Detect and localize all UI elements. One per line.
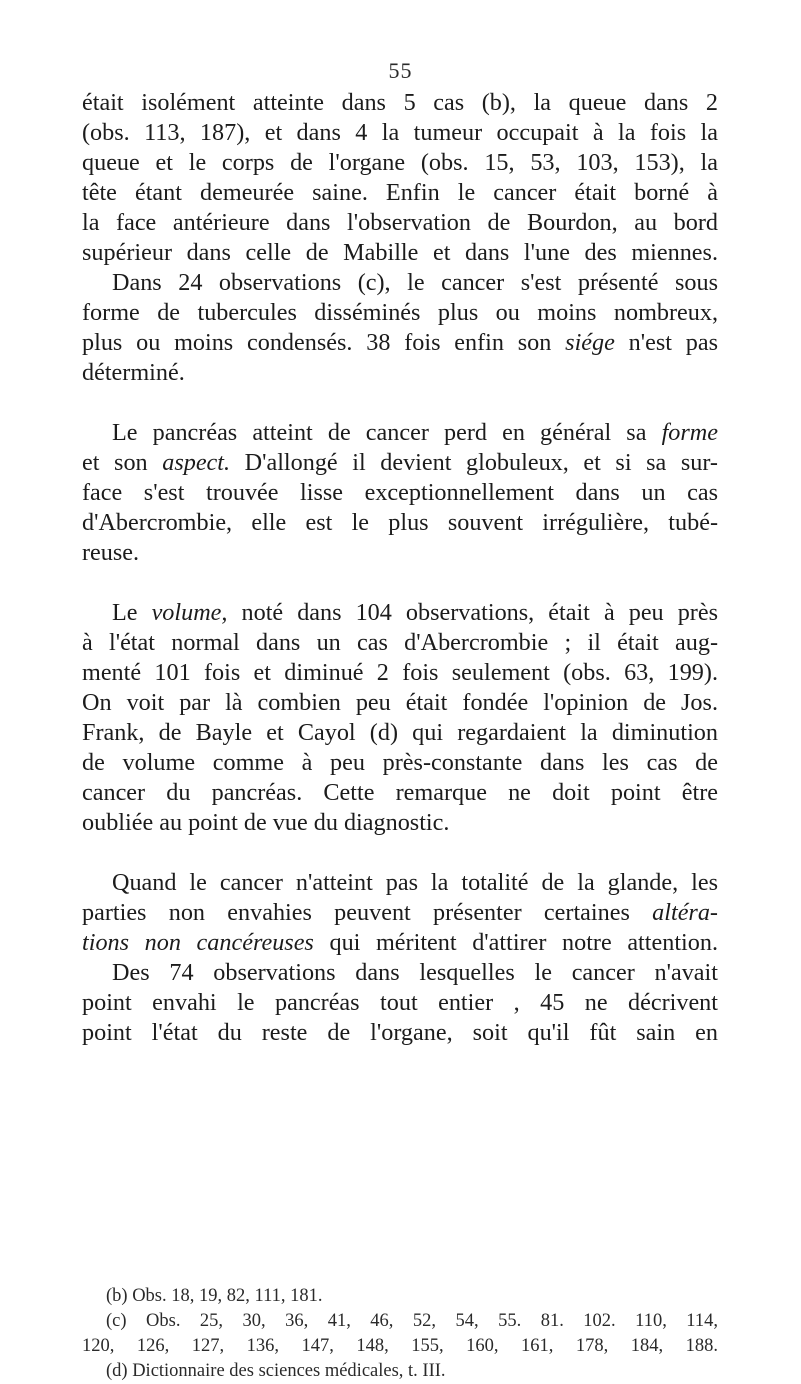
text-line: Quand le cancer n'atteint pas la totalité de la glande, les bbox=[112, 869, 718, 896]
text-line: était isolément atteinte dans 5 cas (b), la queue dans 2 bbox=[82, 89, 718, 116]
text-line: oubliée au point de vue du diagnostic. bbox=[82, 809, 450, 836]
text-line: point l'état du reste de l'organe, soit qu'il fût sain en bbox=[82, 1019, 718, 1046]
text-line: face s'est trouvée lisse exceptionnellement dans un cas bbox=[82, 479, 718, 506]
italic-term: siége bbox=[565, 329, 615, 356]
text-fragment: Le pancréas atteint de cancer perd en général sa bbox=[112, 419, 662, 446]
footnotes bbox=[82, 1284, 718, 1384]
page-number: 55 bbox=[388, 58, 413, 83]
paragraph-gap bbox=[82, 388, 718, 418]
text-line: supérieur dans celle de Mabille et dans l'une des miennes. bbox=[82, 239, 718, 266]
text-line bbox=[82, 328, 718, 358]
footnote: (d) Dictionnaire des sciences médicales, t. III. bbox=[106, 1361, 446, 1381]
italic-term: volume, bbox=[151, 599, 228, 626]
footnote: (c) Obs. 25, 30, 36, 41, 46, 52, 54, 55. 81. 102. 110, 114, bbox=[106, 1311, 718, 1331]
text-line bbox=[82, 898, 718, 928]
text-line: On voit par là combien peu était fondée l'opinion de Jos. bbox=[82, 689, 718, 716]
italic-term: aspect. bbox=[162, 449, 231, 476]
text-line bbox=[82, 448, 718, 478]
text-line: Des 74 observations dans lesquelles le cancer n'avait bbox=[112, 959, 718, 986]
page-body bbox=[82, 88, 718, 1048]
text-line: reuse. bbox=[82, 539, 140, 566]
text-line: de volume comme à peu près-constante dans les cas de bbox=[82, 749, 718, 776]
text-fragment: et son bbox=[82, 449, 163, 476]
paragraph-2 bbox=[82, 418, 718, 568]
paragraph-1 bbox=[82, 88, 718, 388]
paragraph-4 bbox=[82, 868, 718, 1048]
text-line: Dans 24 observations (c), le cancer s'est présenté sous bbox=[112, 269, 718, 296]
text-line: la face antérieure dans l'observation de Bourdon, au bord bbox=[82, 209, 718, 236]
text-fragment: qui méritent d'attirer notre attention. bbox=[313, 929, 718, 956]
text-line: tête étant demeurée saine. Enfin le cancer était borné à bbox=[82, 179, 718, 206]
text-fragment: noté dans 104 observations, était à peu près bbox=[227, 599, 718, 626]
footnote: 120, 126, 127, 136, 147, 148, 155, 160, 161, 178, 184, 188. bbox=[82, 1336, 718, 1356]
text-line: cancer du pancréas. Cette remarque ne doit point être bbox=[82, 779, 718, 806]
paragraph-gap bbox=[82, 838, 718, 868]
text-fragment: parties non envahies peuvent présenter certaines bbox=[82, 899, 653, 926]
text-line: Frank, de Bayle et Cayol (d) qui regardaient la diminution bbox=[82, 719, 718, 746]
text-line: forme de tubercules disséminés plus ou moins nombreux, bbox=[82, 299, 718, 326]
paragraph-3 bbox=[82, 598, 718, 838]
text-line: menté 101 fois et diminué 2 fois seulement (obs. 63, 199). bbox=[82, 659, 718, 686]
text-line: d'Abercrombie, elle est le plus souvent irrégulière, tubé- bbox=[82, 509, 718, 536]
text-line bbox=[82, 928, 718, 958]
text-line: point envahi le pancréas tout entier , 45 ne décrivent bbox=[82, 989, 718, 1016]
text-line: à l'état normal dans un cas d'Abercrombie ; il était aug- bbox=[82, 629, 718, 656]
text-line: queue et le corps de l'organe (obs. 15, 53, 103, 153), la bbox=[82, 149, 718, 176]
text-line: (obs. 113, 187), et dans 4 la tumeur occupait à la fois la bbox=[82, 119, 718, 146]
text-fragment: plus ou moins condensés. 38 fois enfin son bbox=[82, 329, 552, 356]
text-line bbox=[82, 598, 718, 628]
paragraph-gap bbox=[82, 568, 718, 598]
text-fragment: D'allongé il devient globuleux, et si sa sur- bbox=[230, 449, 718, 476]
italic-term: forme bbox=[661, 419, 718, 446]
text-fragment: n'est pas bbox=[614, 329, 719, 356]
text-line bbox=[82, 418, 718, 448]
footnote: (b) Obs. 18, 19, 82, 111, 181. bbox=[106, 1286, 323, 1306]
italic-term: tions non cancéreuses bbox=[82, 929, 314, 956]
text-line: déterminé. bbox=[82, 359, 185, 386]
text-fragment: Le bbox=[112, 599, 152, 626]
italic-term: altéra- bbox=[652, 899, 718, 926]
